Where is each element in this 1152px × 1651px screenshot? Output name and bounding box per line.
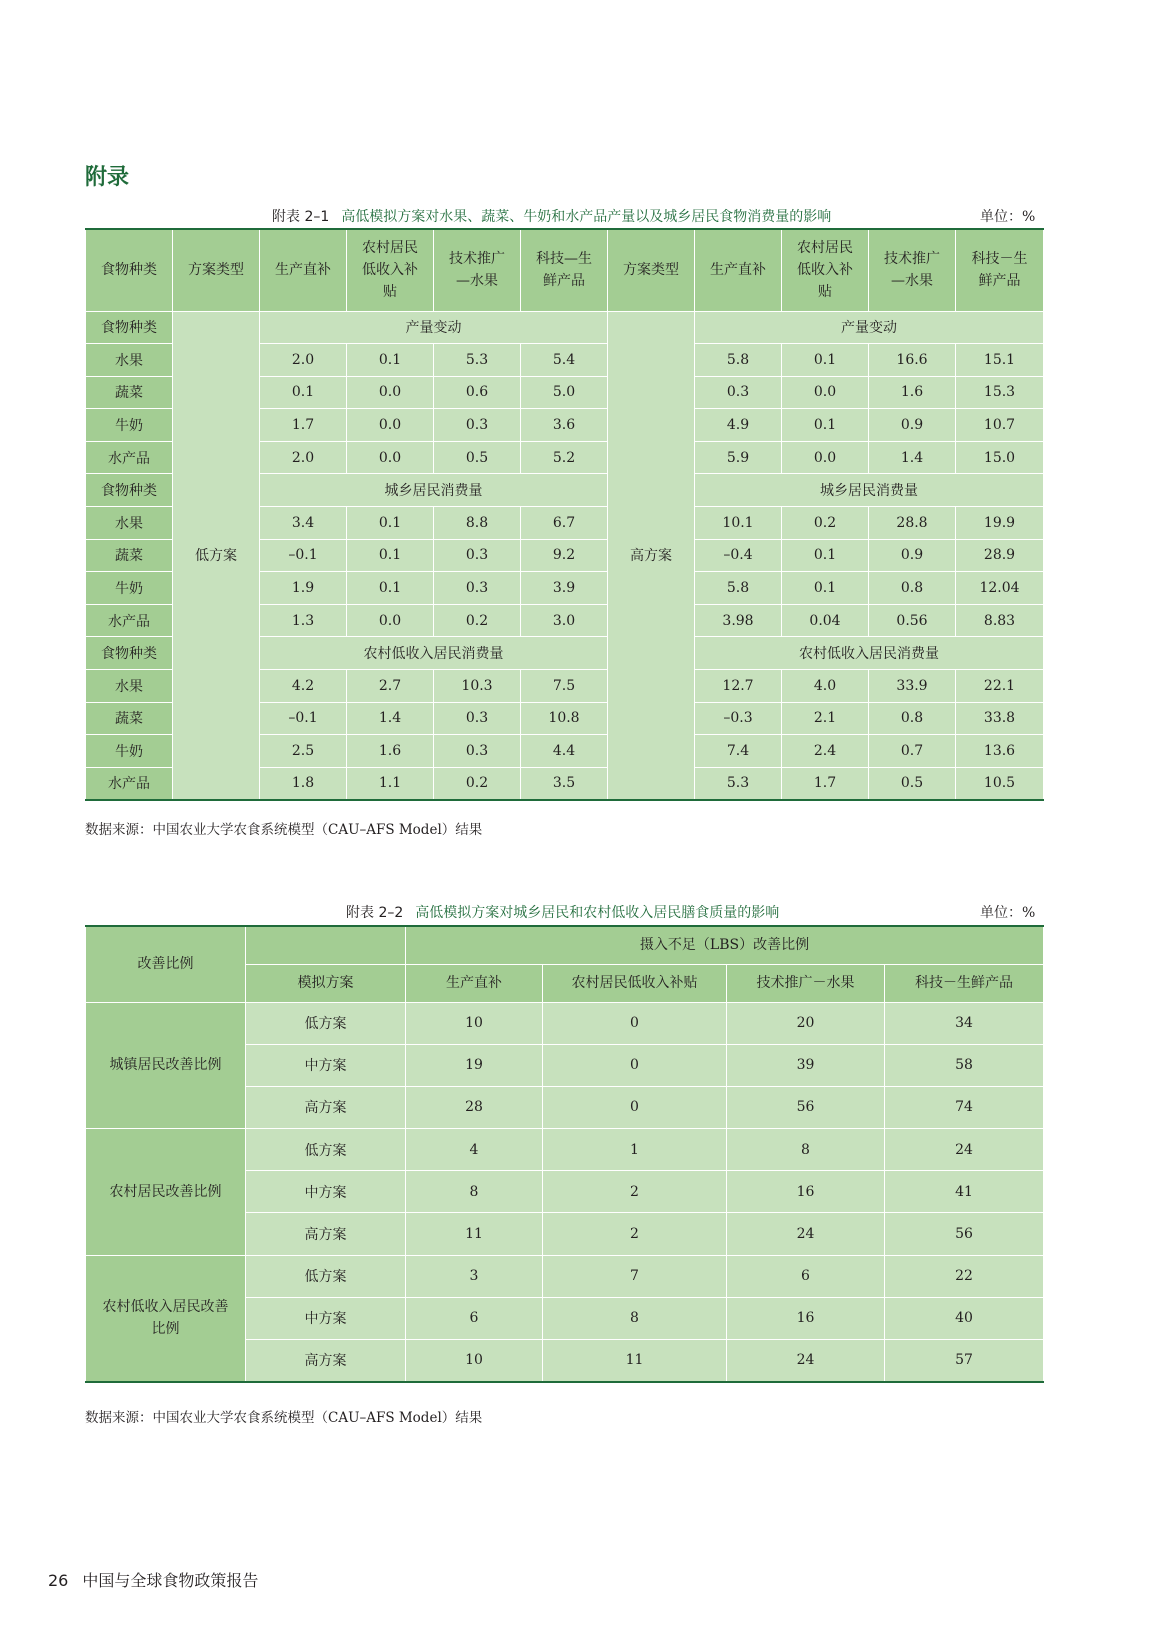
table-row — [86, 1129, 1044, 1171]
table1-cell-low: 0.1 — [347, 539, 434, 572]
table1-cell-low: 0.2 — [434, 604, 521, 637]
table1-cell-low: 0.1 — [347, 507, 434, 540]
table1-food-label: 食物种类 — [86, 637, 173, 670]
table1-cell-low: 0.0 — [347, 604, 434, 637]
table1-cell-high: 0.1 — [782, 409, 869, 442]
table1-cell-low: 0.3 — [434, 702, 521, 735]
table1-food-name: 牛奶 — [86, 409, 173, 442]
table2-cell: 4 — [406, 1129, 543, 1171]
section-title: 附录 — [85, 165, 130, 190]
table2-cell: 8 — [727, 1129, 885, 1171]
table1-food-name: 水果 — [86, 670, 173, 703]
table1-cell-low: 9.2 — [521, 539, 608, 572]
table1-cell-low: 0.0 — [347, 441, 434, 474]
table2-cell: 20 — [727, 1002, 885, 1044]
table2-cell: 41 — [885, 1171, 1044, 1213]
table2-cell: 24 — [885, 1129, 1044, 1171]
table1-food-name: 水产品 — [86, 604, 173, 637]
table1-header-cell: 科技—生鲜产品 — [521, 229, 608, 311]
table1-cell-high: 15.1 — [956, 344, 1044, 377]
table1-cell-low: 5.2 — [521, 441, 608, 474]
table2-caption — [346, 902, 779, 922]
table2-cell: 74 — [885, 1086, 1044, 1128]
table2-body — [86, 1002, 1044, 1382]
table2-cell: 6 — [406, 1297, 543, 1339]
table2-scheme: 低方案 — [246, 1129, 406, 1171]
table-row — [86, 1255, 1044, 1297]
table1-cell-high: 10.1 — [695, 507, 782, 540]
table1-cell-high: 0.56 — [869, 604, 956, 637]
table1-cell-high: 0.0 — [782, 376, 869, 409]
table1-header-cell: 技术推广—水果 — [869, 229, 956, 311]
table1-cell-low: 1.1 — [347, 767, 434, 800]
table2-super-header: 摄入不足（LBS）改善比例 — [406, 926, 1044, 964]
table1-cell-high: 0.1 — [782, 344, 869, 377]
table1-cell-low: –0.1 — [260, 702, 347, 735]
table2-cell: 57 — [885, 1340, 1044, 1382]
table1-group-title: 城乡居民消费量 — [695, 474, 1044, 507]
table1-cell-low: 0.3 — [434, 409, 521, 442]
table2-source: 数据来源：中国农业大学农食系统模型（CAU–AFS Model）结果 — [85, 1410, 483, 1426]
table1-food-name: 蔬菜 — [86, 376, 173, 409]
table1-cell-low: 3.5 — [521, 767, 608, 800]
table1-group-title: 城乡居民消费量 — [260, 474, 608, 507]
table2-corner-cell: 改善比例 — [86, 926, 246, 1002]
table2-unit: 单位：% — [980, 905, 1036, 921]
table2-cell: 2 — [543, 1171, 727, 1213]
table2-cell: 10 — [406, 1002, 543, 1044]
table1-cell-high: 4.0 — [782, 670, 869, 703]
table1-cell-low: 0.0 — [347, 409, 434, 442]
table1-cell-high: 5.8 — [695, 344, 782, 377]
table2-super-header-row — [86, 926, 1044, 964]
table2-scheme: 中方案 — [246, 1297, 406, 1339]
table1-food-name: 蔬菜 — [86, 702, 173, 735]
table2-cell: 34 — [885, 1002, 1044, 1044]
table2-header-cell: 模拟方案 — [246, 964, 406, 1002]
table1-cell-high: 8.83 — [956, 604, 1044, 637]
table2-scheme: 高方案 — [246, 1340, 406, 1382]
table1-cell-high: 16.6 — [869, 344, 956, 377]
table1-cell-low: 6.7 — [521, 507, 608, 540]
table1-group-title: 农村低收入居民消费量 — [260, 637, 608, 670]
table1-cell-low: 3.9 — [521, 572, 608, 605]
table1-cell-low: 1.8 — [260, 767, 347, 800]
table1-cell-low: 3.6 — [521, 409, 608, 442]
table1-cell-high: 0.5 — [869, 767, 956, 800]
table1-cell-low: 2.0 — [260, 344, 347, 377]
table1-cell-high: 0.1 — [782, 539, 869, 572]
table1-cell-low: 1.3 — [260, 604, 347, 637]
table2-caption-number: 附表 2–2 — [346, 905, 404, 921]
table1-caption-title: 高低模拟方案对水果、蔬菜、牛奶和水产品产量以及城乡居民食物消费量的影响 — [341, 209, 832, 225]
table1-group-row — [86, 311, 1044, 344]
table1-cell-low: 4.2 — [260, 670, 347, 703]
table2-cell: 16 — [727, 1297, 885, 1339]
table1-source: 数据来源：中国农业大学农食系统模型（CAU–AFS Model）结果 — [85, 822, 483, 838]
table1-cell-low: 0.1 — [347, 572, 434, 605]
table2-header-cell: 科技－生鲜产品 — [885, 964, 1044, 1002]
table1-cell-high: 15.3 — [956, 376, 1044, 409]
table2-scheme: 高方案 — [246, 1213, 406, 1255]
table2-cell: 2 — [543, 1213, 727, 1255]
table2-cell: 11 — [543, 1340, 727, 1382]
table1-cell-low: 5.3 — [434, 344, 521, 377]
table1-cell-high: 0.1 — [782, 572, 869, 605]
table2-scheme: 中方案 — [246, 1044, 406, 1086]
page-footer — [48, 1568, 258, 1591]
table1-header-cell: 农村居民低收入补贴 — [347, 229, 434, 311]
table2-blank-cell — [246, 926, 406, 964]
table1-cell-low: 0.3 — [434, 539, 521, 572]
table2-cell: 39 — [727, 1044, 885, 1086]
table1-cell-high: 22.1 — [956, 670, 1044, 703]
table1-body — [86, 311, 1044, 800]
table1-cell-high: 33.9 — [869, 670, 956, 703]
table2 — [85, 925, 1044, 1383]
page-number: 26 — [48, 1571, 69, 1590]
table2-cell: 24 — [727, 1340, 885, 1382]
table1-cell-high: 5.8 — [695, 572, 782, 605]
table2-cell: 0 — [543, 1002, 727, 1044]
table1-cell-low: 0.0 — [347, 376, 434, 409]
table1-cell-low: 7.5 — [521, 670, 608, 703]
table1-cell-high: 15.0 — [956, 441, 1044, 474]
table2-cell: 11 — [406, 1213, 543, 1255]
table1-cell-low: 8.8 — [434, 507, 521, 540]
table1-food-label: 食物种类 — [86, 474, 173, 507]
table1-cell-low: 2.5 — [260, 735, 347, 768]
table2-header-cell: 生产直补 — [406, 964, 543, 1002]
table1-cell-low: 10.8 — [521, 702, 608, 735]
table1-cell-high: 13.6 — [956, 735, 1044, 768]
table1-cell-high: 0.7 — [869, 735, 956, 768]
table2-cell: 22 — [885, 1255, 1044, 1297]
table1-cell-low: 0.6 — [434, 376, 521, 409]
report-title: 中国与全球食物政策报告 — [82, 1571, 259, 1590]
table1-caption-number: 附表 2–1 — [272, 209, 330, 225]
table2-cell: 16 — [727, 1171, 885, 1213]
table1-header-cell: 生产直补 — [695, 229, 782, 311]
table1-cell-high: 33.8 — [956, 702, 1044, 735]
table2-scheme: 低方案 — [246, 1255, 406, 1297]
table1-cell-low: 0.3 — [434, 572, 521, 605]
table1-cell-high: 19.9 — [956, 507, 1044, 540]
table1-cell-high: 2.4 — [782, 735, 869, 768]
table2-cell: 58 — [885, 1044, 1044, 1086]
table1-cell-high: 12.7 — [695, 670, 782, 703]
table2-cell: 0 — [543, 1044, 727, 1086]
table2-group-title: 城镇居民改善比例 — [86, 1002, 246, 1129]
table1-cell-high: 0.9 — [869, 409, 956, 442]
table1-cell-high: 4.9 — [695, 409, 782, 442]
table1-cell-low: 0.5 — [434, 441, 521, 474]
table2-cell: 8 — [543, 1297, 727, 1339]
table2-cell: 56 — [727, 1086, 885, 1128]
table1-cell-high: 7.4 — [695, 735, 782, 768]
table1-cell-high: 0.3 — [695, 376, 782, 409]
table1-cell-high: 1.4 — [869, 441, 956, 474]
table1-cell-high: 0.9 — [869, 539, 956, 572]
table2-group-title: 农村低收入居民改善比例 — [86, 1255, 246, 1382]
table1 — [85, 228, 1044, 801]
table1-cell-low: 3.0 — [521, 604, 608, 637]
table1-cell-high: 0.8 — [869, 702, 956, 735]
table1-food-name: 牛奶 — [86, 735, 173, 768]
table2-cell: 0 — [543, 1086, 727, 1128]
table1-cell-low: 0.2 — [434, 767, 521, 800]
table2-cell: 56 — [885, 1213, 1044, 1255]
table1-cell-high: –0.4 — [695, 539, 782, 572]
table1-food-name: 牛奶 — [86, 572, 173, 605]
table1-cell-low: 2.0 — [260, 441, 347, 474]
table1-cell-high: 28.9 — [956, 539, 1044, 572]
table1-food-name: 水产品 — [86, 767, 173, 800]
table2-header-cell: 农村居民低收入补贴 — [543, 964, 727, 1002]
table1-cell-low: 1.9 — [260, 572, 347, 605]
table1-cell-high: 5.3 — [695, 767, 782, 800]
table1-cell-high: 0.8 — [869, 572, 956, 605]
table2-group-title: 农村居民改善比例 — [86, 1129, 246, 1256]
table2-cell: 3 — [406, 1255, 543, 1297]
table2-cell: 6 — [727, 1255, 885, 1297]
table2-scheme: 低方案 — [246, 1002, 406, 1044]
table1-header-row — [86, 229, 1044, 311]
table2-cell: 7 — [543, 1255, 727, 1297]
table1-caption — [272, 206, 831, 226]
table1-scenario-high: 高方案 — [608, 311, 695, 800]
table1-food-name: 水产品 — [86, 441, 173, 474]
table1-food-label: 食物种类 — [86, 311, 173, 344]
table2-cell: 8 — [406, 1171, 543, 1213]
table1-cell-low: 0.3 — [434, 735, 521, 768]
table1-cell-high: –0.3 — [695, 702, 782, 735]
table1-cell-low: 1.4 — [347, 702, 434, 735]
table1-group-title: 产量变动 — [260, 311, 608, 344]
table2-scheme: 高方案 — [246, 1086, 406, 1128]
table1-cell-high: 2.1 — [782, 702, 869, 735]
table1-header-cell: 生产直补 — [260, 229, 347, 311]
table1-food-name: 蔬菜 — [86, 539, 173, 572]
table1-cell-high: 1.6 — [869, 376, 956, 409]
table1-header-cell: 方案类型 — [608, 229, 695, 311]
table1-cell-high: 28.8 — [869, 507, 956, 540]
table2-cell: 40 — [885, 1297, 1044, 1339]
table1-group-title: 产量变动 — [695, 311, 1044, 344]
table1-cell-low: 4.4 — [521, 735, 608, 768]
table1-food-name: 水果 — [86, 507, 173, 540]
table1-header-cell: 食物种类 — [86, 229, 173, 311]
table1-cell-high: 10.5 — [956, 767, 1044, 800]
table1-scenario-low: 低方案 — [173, 311, 260, 800]
table1-cell-low: 1.7 — [260, 409, 347, 442]
table1-header-cell: 方案类型 — [173, 229, 260, 311]
table1-cell-low: 5.0 — [521, 376, 608, 409]
table1-cell-low: 5.4 — [521, 344, 608, 377]
table1-cell-low: 2.7 — [347, 670, 434, 703]
table2-cell: 10 — [406, 1340, 543, 1382]
table1-unit: 单位：% — [980, 209, 1036, 225]
table1-group-title: 农村低收入居民消费量 — [695, 637, 1044, 670]
table1-cell-low: 10.3 — [434, 670, 521, 703]
table1-food-name: 水果 — [86, 344, 173, 377]
table1-cell-high: 12.04 — [956, 572, 1044, 605]
table1-header-cell: 技术推广—水果 — [434, 229, 521, 311]
table1-cell-low: 0.1 — [260, 376, 347, 409]
table1-cell-low: 3.4 — [260, 507, 347, 540]
table-row — [86, 1002, 1044, 1044]
table1-header-cell: 科技－生鲜产品 — [956, 229, 1044, 311]
table1-cell-low: 0.1 — [347, 344, 434, 377]
table2-cell: 24 — [727, 1213, 885, 1255]
table1-header-cell: 农村居民低收入补贴 — [782, 229, 869, 311]
table1-cell-high: 3.98 — [695, 604, 782, 637]
table1-cell-low: –0.1 — [260, 539, 347, 572]
table1-cell-high: 10.7 — [956, 409, 1044, 442]
table1-cell-high: 0.0 — [782, 441, 869, 474]
table1-cell-high: 0.04 — [782, 604, 869, 637]
table2-scheme: 中方案 — [246, 1171, 406, 1213]
table2-cell: 1 — [543, 1129, 727, 1171]
table2-cell: 28 — [406, 1086, 543, 1128]
table1-cell-high: 0.2 — [782, 507, 869, 540]
table1-cell-low: 1.6 — [347, 735, 434, 768]
table2-header-cell: 技术推广－水果 — [727, 964, 885, 1002]
table2-cell: 19 — [406, 1044, 543, 1086]
table1-cell-high: 1.7 — [782, 767, 869, 800]
table1-cell-high: 5.9 — [695, 441, 782, 474]
table2-caption-title: 高低模拟方案对城乡居民和农村低收入居民膳食质量的影响 — [415, 905, 780, 921]
